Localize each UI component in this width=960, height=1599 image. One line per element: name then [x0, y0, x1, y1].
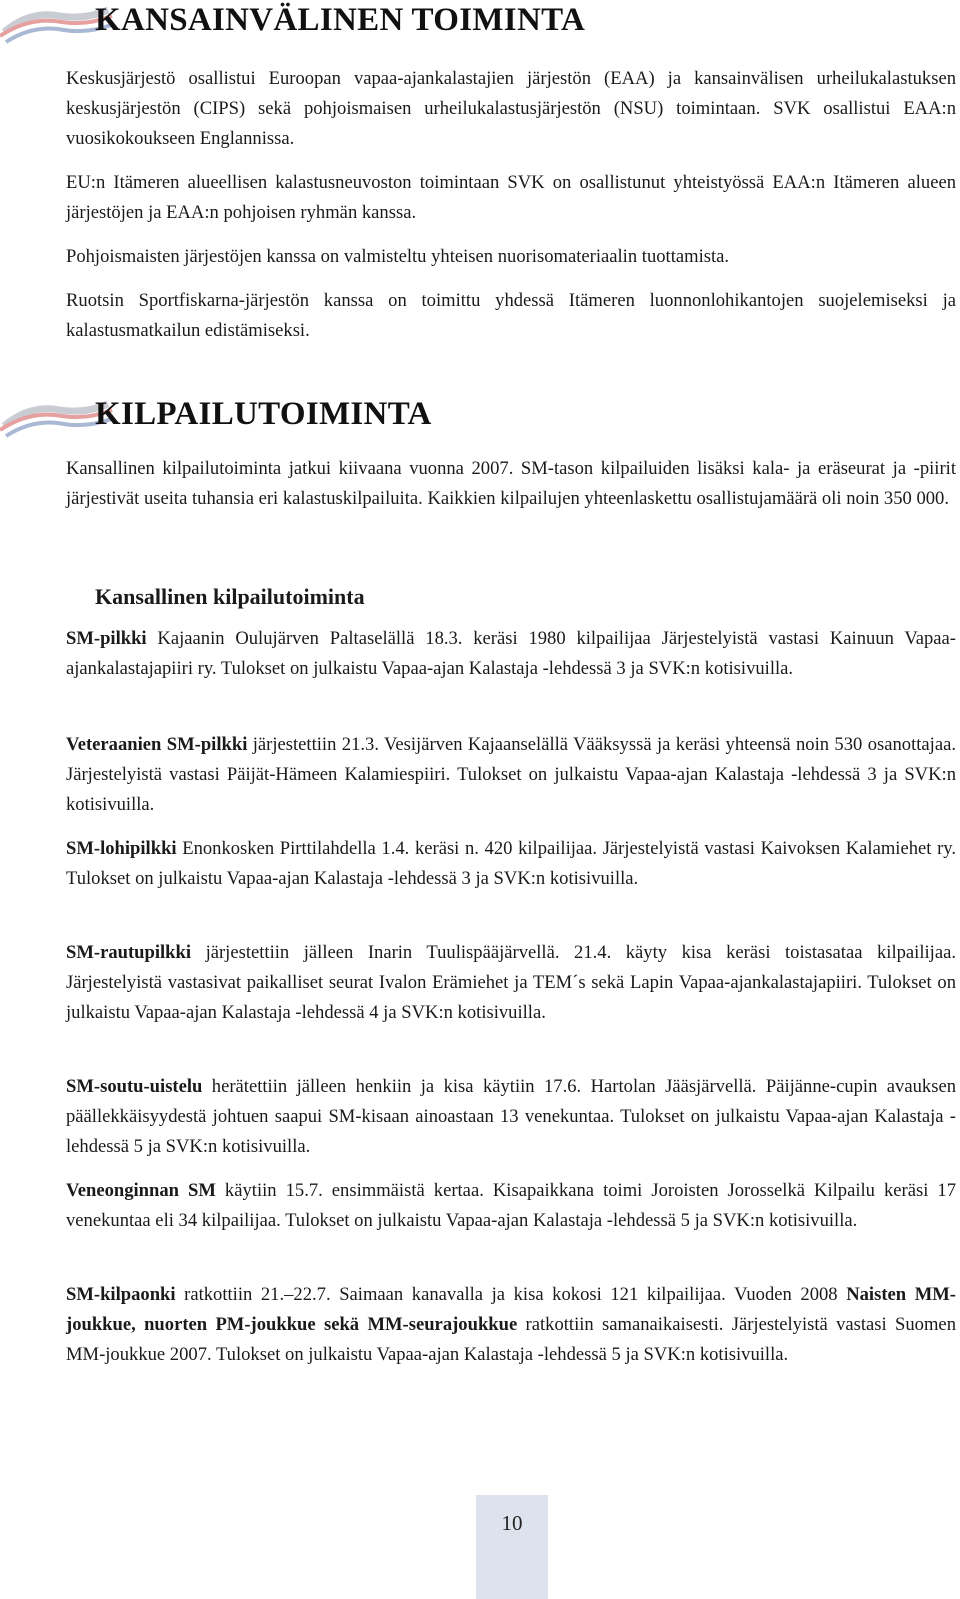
event-name: SM-kilpaonki — [66, 1284, 176, 1305]
event-paragraph — [66, 834, 956, 894]
event-paragraph — [66, 1176, 956, 1236]
event-text: käytiin 15.7. ensimmäistä kertaa. Kisapaikkana toimi Joroisten Jorosselkä Kilpailu keräsi 17 venekuntaa eli 34 kilpailijaa. Tulokset on julkaistu Vapaa-ajan Kalastaja -lehdessä 5 ja SVK:n kotisivuilla. — [66, 1180, 956, 1231]
section-title-competition: KILPAILUTOIMINTA — [95, 396, 432, 432]
event-paragraph — [66, 730, 956, 820]
event-name: SM-pilkki — [66, 628, 147, 649]
event-name: SM-rautupilkki — [66, 942, 192, 963]
event-paragraph — [66, 624, 956, 684]
paragraph: Kansallinen kilpailutoiminta jatkui kiivaana vuonna 2007. SM-tason kilpailuiden lisäksi kala- ja eräseurat ja -piirit järjestivät useita tuhansia eri kalastuskilpailuita. Kaikkien kilpailujen yhteenlaskettu osallistujamäärä oli noin 350 000. — [66, 458, 956, 509]
event-text: järjestettiin 21.3. Vesijärven Kajaanselällä Vääksyssä ja keräsi yhteensä noin 530 osanottajaa. Järjestelyistä vastasi Päijät-Hämeen Kalamiespiiri. Tulokset on julkaistu Vapaa-ajan Kalastaja -lehdessä 3 ja SVK:n kotisivuilla. — [66, 734, 956, 815]
page-number-box — [476, 1495, 548, 1599]
event-text: Enonkosken Pirttilahdella 1.4. keräsi n. 420 kilpailijaa. Järjestelyistä vastasi Kaivoksen Kalamiehet ry. Tulokset on julkaistu Vapaa-ajan Kalastaja -lehdessä 3 ja SVK:n kotisivuilla. — [66, 838, 956, 889]
event-name: Veneonginnan SM — [66, 1180, 216, 1201]
event-name: Veteraanien SM-pilkki — [66, 734, 248, 755]
event-text: järjestettiin jälleen Inarin Tuulispääjärvellä. 21.4. käyty kisa keräsi toistasataa kilpailijaa. Järjestelyistä vastasivat paikalliset seurat Ivalon Erämiehet ja TEM´s sekä Lapin Vapaa-ajankalastajapiiri. Tulokset on julkaistu Vapaa-ajan Kalastaja -lehdessä 4 ja SVK:n kotisivuilla. — [66, 942, 956, 1023]
event-name-secondary: Naisten MM-joukkue, nuorten PM-joukkue sekä MM-seurajoukkue — [66, 1284, 956, 1335]
event-text: herätettiin jälleen henkiin ja kisa käytiin 17.6. Hartolan Jääsjärvellä. Päijänne-cupin avauksen päällekkäisyydestä johtuen saapui SM-kisaan ainoastaan 13 venekuntaa. Tulokset on julkaistu Vapaa-ajan Kalastaja -lehdessä 5 ja SVK:n kotisivuilla. — [66, 1076, 956, 1157]
event-paragraph — [66, 1072, 956, 1162]
event-paragraph — [66, 938, 956, 1028]
paragraph: Keskusjärjestö osallistui Euroopan vapaa-ajankalastajien järjestön (EAA) ja kansainvälisen urheilukalastuksen keskusjärjestön (CIPS) sekä pohjoismaisen urheilukalastusjärjestön (NSU) toimintaan. SVK osallistui EAA:n vuosikokoukseen Englannissa. — [66, 68, 956, 149]
section-title-international: KANSAINVÄLINEN TOIMINTA — [95, 2, 586, 38]
paragraph: Ruotsin Sportfiskarna-järjestön kanssa on toimittu yhdessä Itämeren luonnonlohikantojen suojelemiseksi ja kalastusmatkailun edistämiseksi. — [66, 290, 956, 341]
event-name: SM-lohipilkki — [66, 838, 177, 859]
event-text: ratkottiin 21.–22.7. Saimaan kanavalla ja kisa kokosi 121 kilpailijaa. Vuoden 2008 — [175, 1284, 847, 1305]
paragraph: EU:n Itämeren alueellisen kalastusneuvoston toimintaan SVK on osallistunut yhteistyössä EAA:n Itämeren alueen järjestöjen ja EAA:n pohjoisen ryhmän kanssa. — [66, 172, 956, 223]
subheading: Kansallinen kilpailutoiminta — [95, 584, 365, 609]
paragraph: Pohjoismaisten järjestöjen kanssa on valmisteltu yhteisen nuorisomateriaalin tuottamista. — [66, 246, 730, 267]
event-text: Kajaanin Oulujärven Paltaselällä 18.3. keräsi 1980 kilpailijaa Järjestelyistä vastasi Kainuun Vapaa-ajankalastajapiiri ry. Tulokset on julkaistu Vapaa-ajan Kalastaja -lehdessä 3 ja SVK:n kotisivuilla. — [66, 628, 956, 679]
event-paragraph — [66, 1280, 956, 1370]
page-number: 10 — [501, 1511, 523, 1535]
event-text: ratkottiin samanaikaisesti. Järjestelyistä vastasi Suomen MM-joukkue 2007. Tulokset on julkaistu Vapaa-ajan Kalastaja -lehdessä 5 ja SVK:n kotisivuilla. — [66, 1314, 956, 1365]
event-name: SM-soutu-uistelu — [66, 1076, 203, 1097]
